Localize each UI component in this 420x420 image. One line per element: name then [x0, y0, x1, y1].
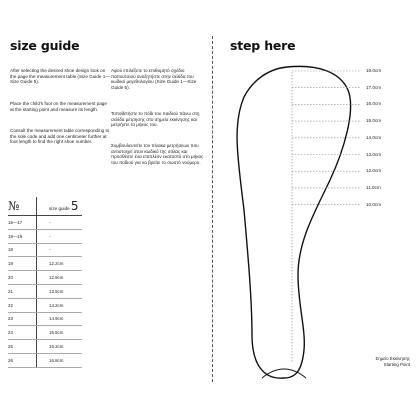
instruction-en-2: Place the child's foot on the measurement page at the starting point and measure its length. [10, 101, 107, 112]
shoe-size-cell: 16—17 [8, 216, 37, 230]
foot-length-cell: - [37, 243, 83, 257]
ruler-mark-label: 16.0cm [366, 101, 382, 107]
foot-outline [237, 66, 350, 378]
shoe-size-cell: 23 [8, 312, 37, 326]
ruler-mark-label: 13.0cm [366, 151, 382, 157]
ruler-mark-label: 15.0cm [366, 118, 382, 124]
instruction-en-3: Consult the measurement table corresponding to the sole code and add one centimeter further at foot length to find the right shoe number. [10, 128, 110, 145]
shoe-size-cell: 18 [8, 243, 37, 257]
foot-length-cell: 15.5cm [37, 326, 83, 340]
shoe-size-cell: 25 [8, 340, 37, 354]
step-here-title: step here [230, 38, 296, 53]
ruler-mark-label: 17.0cm [366, 84, 382, 90]
ruler-mark-label: 14.0cm [366, 134, 382, 140]
ruler-mark-label: 18.0cm [366, 68, 382, 73]
size-guide-label: size guide [49, 206, 70, 211]
shoe-size-cell: 21 [8, 284, 37, 298]
number-symbol: № [8, 197, 37, 216]
foot-length-cell: 16.2cm [37, 340, 83, 354]
heel-arc [262, 369, 306, 378]
ruler-mark-label: 11.0cm [366, 184, 381, 190]
instruction-gr-2: Τοποθετήστε το πόδι του παιδιού πάνω στη σελίδα μέτρησης στο σημείο εκκίνησης και μετρήστε το μήκος του. [111, 111, 200, 128]
foot-length-cell: - [37, 229, 83, 243]
shoe-size-cell: 22 [8, 298, 37, 312]
ruler-mark-label: 10.0cm [366, 201, 382, 207]
foot-length-cell: - [37, 216, 83, 230]
size-guide-number: 5 [70, 199, 79, 213]
instruction-gr-3: Συμβουλευτείτε τον πίνακα μετρήσεων που αντιστοιχεί στον κωδικό της σόλας και προσθέστε ένα επιπλέον εκατοστό στο μήκος του ποδιού για να βρείτε το σωστό νούμερο. [111, 143, 204, 165]
shoe-size-cell: 24 [8, 326, 37, 340]
shoe-size-cell: 19 [8, 257, 37, 271]
instruction-gr-1: Αφού επιλέξετε το επιθυμητό σχέδιο παπουτσιού αναζητήστε στην σελίδα του κωδικό μεγεθολογίου (Size Guide 1—Size Guide 5). [111, 68, 197, 90]
instruction-en-1: After selecting the desired shoe design look on the page the measurement table (Size Guide 1—Size Guide 5). [10, 68, 110, 85]
ruler-mark-label: 12.0cm [366, 168, 382, 174]
starting-point-label-en: Starting Point [383, 362, 410, 367]
size-guide-title: size guide [10, 38, 80, 53]
foot-length-cell: 12.2cm [37, 257, 83, 271]
starting-point-label-gr: Σημείο Εκκίνησης [375, 356, 410, 361]
shoe-size-cell: 18—19 [8, 229, 37, 243]
foot-length-cell: 12.9cm [37, 271, 83, 285]
shoe-size-cell: 26 [8, 353, 37, 367]
foot-length-cell: 13.5cm [37, 284, 83, 298]
foot-length-cell: 16.8cm [37, 353, 83, 367]
foot-length-cell: 14.9cm [37, 312, 83, 326]
foot-length-cell: 14.2cm [37, 298, 83, 312]
shoe-size-cell: 20 [8, 271, 37, 285]
